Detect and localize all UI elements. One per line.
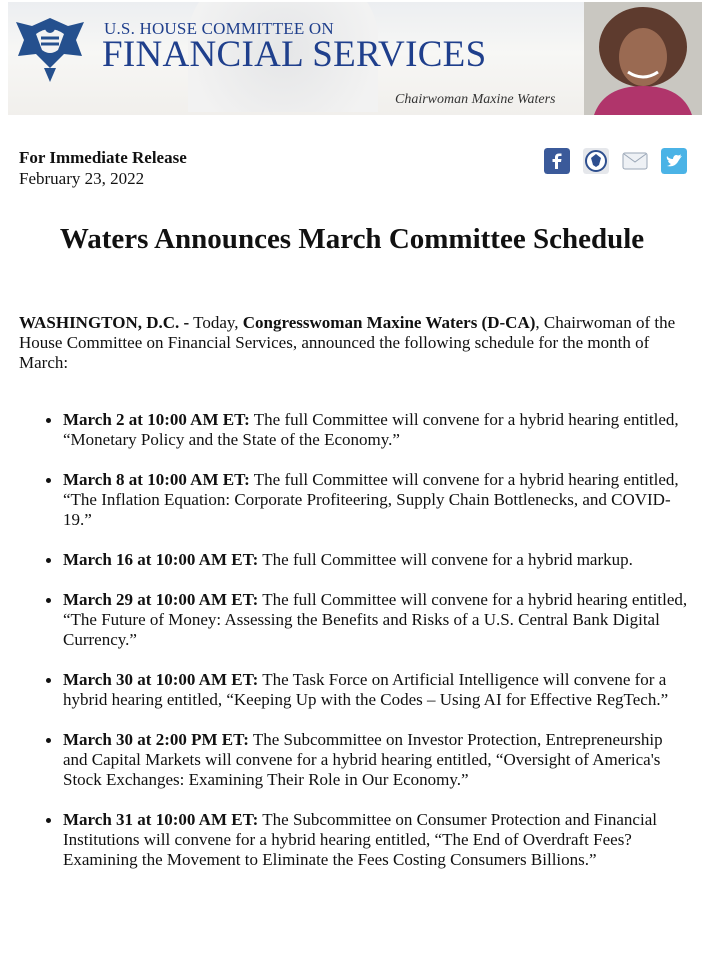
schedule-description: The full Committee will convene for a hybrid hearing entitled, “Monetary Policy and the State of the Economy.” [63,410,679,449]
schedule-time: March 8 at 10:00 AM ET: [63,470,250,489]
release-block [19,147,187,189]
chair-caption: Chairwoman Maxine Waters [395,92,556,107]
schedule-item [63,670,690,710]
schedule-time: March 2 at 10:00 AM ET: [63,410,250,429]
email-icon[interactable] [622,148,648,174]
schedule-list [0,410,690,890]
org-name: FINANCIAL SERVICES [102,34,487,75]
house-seal-icon[interactable] [583,148,609,174]
facebook-icon[interactable] [544,148,570,174]
dateline: WASHINGTON, D.C. - [19,313,190,332]
intro-text-2: , Chairwoman of the House Committee on Financial Services, announced the following schedule for the month of March: [19,313,676,372]
congresswoman-name: Congresswoman Maxine Waters (D-CA) [242,313,536,332]
schedule-time: March 29 at 10:00 AM ET: [63,590,259,609]
page-title: Waters Announces March Committee Schedule [59,223,645,255]
schedule-time: March 16 at 10:00 AM ET: [63,550,259,569]
schedule-description: The Subcommittee on Investor Protection, Entrepreneurship and Capital Markets will convene for a hybrid hearing entitled, “Oversight of America's Stock Exchanges: Examining Their Role in Our Economy.” [63,730,663,789]
schedule-item [63,730,690,790]
intro-paragraph [19,313,694,373]
schedule-item [63,810,690,870]
house-seal-icon [10,10,90,90]
schedule-item [63,590,690,650]
schedule-description: The Task Force on Artificial Intelligence will convene for a hybrid hearing entitled, “Keeping Up with the Codes – Using AI for Effective RegTech.” [63,670,669,709]
release-date: February 23, 2022 [19,169,145,188]
intro-text-1: Today, [189,313,243,332]
release-label: For Immediate Release [19,148,187,167]
schedule-time: March 31 at 10:00 AM ET: [63,810,259,829]
schedule-description: The full Committee will convene for a hybrid hearing entitled, “The Future of Money: Assessing the Benefits and Risks of a U.S. Central Bank Digital Currency.” [63,590,688,649]
schedule-item [63,550,690,570]
schedule-description: The Subcommittee on Consumer Protection and Financial Institutions will convene for a hybrid hearing entitled, “The End of Overdraft Fees? Examining the Movement to Eliminate the Fees Costing Consumers Billions.” [63,810,657,869]
twitter-icon[interactable] [661,148,687,174]
schedule-item [63,410,690,450]
chairwoman-portrait [584,2,702,115]
schedule-time: March 30 at 10:00 AM ET: [63,670,259,689]
schedule-item [63,470,690,530]
schedule-description: The full Committee will convene for a hybrid hearing entitled, “The Inflation Equation: Corporate Profiteering, Supply Chain Bottlenecks, and COVID-19.” [63,470,679,529]
social-links [544,148,687,174]
header-banner [8,2,702,115]
schedule-time: March 30 at 2:00 PM ET: [63,730,249,749]
schedule-description: The full Committee will convene for a hybrid markup. [258,550,633,569]
org-line: U.S. HOUSE COMMITTEE ON [104,19,334,38]
